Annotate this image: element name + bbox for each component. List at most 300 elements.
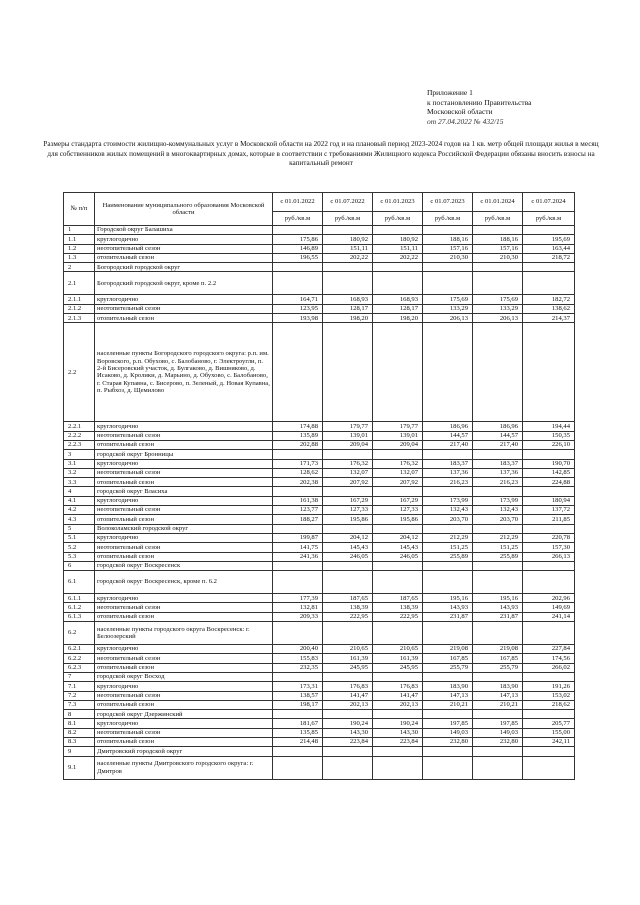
row-name: круглогодично [95,459,273,468]
row-number: 2.2.1 [64,422,95,431]
row-value [323,747,373,756]
table-row [64,700,575,709]
row-value [423,272,473,295]
row-value [323,524,373,533]
row-value [373,487,423,496]
row-value: 151,11 [323,244,373,253]
row-name: Богородский городской округ [95,263,273,272]
row-value: 190,24 [323,719,373,728]
appendix-line: к постановлению Правительства [427,97,532,107]
row-value: 161,39 [373,654,423,663]
row-name: Городской округ Балашиха [95,226,273,235]
row-value: 246,05 [373,552,423,561]
row-value: 150,35 [523,431,575,440]
row-value: 128,17 [373,304,423,313]
row-value: 182,72 [523,295,575,304]
row-value [473,323,523,422]
row-value: 202,96 [523,594,575,603]
row-value: 266,13 [523,552,575,561]
tariff-table [63,192,575,780]
row-name: неотопительный сезон [95,431,273,440]
row-value [323,561,373,570]
row-value: 210,65 [323,645,373,654]
row-name: круглогодично [95,533,273,542]
row-number: 1.1 [64,235,95,244]
row-value: 141,75 [273,543,323,552]
row-value: 187,65 [323,594,373,603]
row-name: неотопительный сезон [95,728,273,737]
row-value: 195,16 [473,594,523,603]
row-number: 6.1.1 [64,594,95,603]
row-name: неотопительный сезон [95,304,273,313]
row-name: круглогодично [95,682,273,691]
row-value: 176,32 [373,459,423,468]
row-value: 214,48 [273,737,323,746]
row-value: 179,77 [323,422,373,431]
row-value: 209,33 [273,612,323,621]
header-period: с 01.07.2022 [323,193,373,212]
row-value [273,710,323,719]
row-value: 202,13 [373,700,423,709]
row-value: 202,22 [373,253,423,262]
row-value [273,226,323,235]
row-value: 196,55 [273,253,323,262]
row-value: 174,56 [523,654,575,663]
table-row [64,459,575,468]
row-value: 180,92 [373,235,423,244]
table-row [64,691,575,700]
row-value [523,747,575,756]
row-value: 147,13 [473,691,523,700]
row-value: 167,85 [473,654,523,663]
row-value: 161,39 [323,654,373,663]
row-value: 177,39 [273,594,323,603]
row-value [423,263,473,272]
document-title: Размеры стандарта стоимости жилищно-коммунальных услуг в Московской области на 2022 год и на плановый период 2023-2024 годов на 1 кв. метр общей площади жилья в месяц для собственников жилых помещений в многоквартирных домах, которые в соответствии с требованиями Жилищного кодекса Российской Федерации обязаны вносить взносы на капитальный ремонт [43,140,599,168]
row-value: 241,36 [273,552,323,561]
header-period: с 01.07.2024 [523,193,575,212]
row-value: 226,10 [523,440,575,449]
row-value: 173,99 [473,496,523,505]
row-value: 161,38 [273,496,323,505]
row-value [273,747,323,756]
header-period: с 01.07.2023 [423,193,473,212]
row-number: 4.1 [64,496,95,505]
row-value [373,622,423,645]
row-value: 202,88 [273,440,323,449]
row-value [323,323,373,422]
row-value: 193,98 [273,314,323,323]
row-value [323,487,373,496]
row-value [323,226,373,235]
row-number: 6.2 [64,622,95,645]
row-value: 155,00 [523,728,575,737]
row-value [273,622,323,645]
row-value: 223,84 [373,737,423,746]
row-value [373,756,423,779]
row-value: 173,99 [423,496,473,505]
row-value: 132,07 [373,468,423,477]
row-value [373,561,423,570]
row-value [273,672,323,681]
row-value: 135,85 [273,728,323,737]
row-value: 195,69 [523,235,575,244]
row-value [473,561,523,570]
row-value: 164,71 [273,295,323,304]
row-name: населенные пункты Богородского городского округа: р.п. им. Воровского, р.п. Обухово, с. Балобаново, г. Электроугли, п. 2-й Бисеровский участок, д. Булгаково, д. Вишняково, д. Исаково, д. Кролики, д. Марьино, д. Обухово, с. Балобаново, г. Старая Купавна, с. Бисерово, п. Зеленый, д. Новая Купавна, п. Рыбхоз, д. Щемилово [95,323,273,422]
row-value [373,571,423,594]
row-value: 188,27 [273,515,323,524]
row-value: 180,92 [323,235,373,244]
row-value: 232,80 [423,737,473,746]
row-name: неотопительный сезон [95,244,273,253]
row-value: 173,31 [273,682,323,691]
row-value: 197,85 [473,719,523,728]
row-value: 203,70 [473,515,523,524]
row-value: 223,84 [323,737,373,746]
row-value: 179,77 [373,422,423,431]
table-row [64,440,575,449]
row-value: 242,11 [523,737,575,746]
row-value: 198,20 [323,314,373,323]
row-number: 4.3 [64,515,95,524]
row-value [473,672,523,681]
row-name: круглогодично [95,295,273,304]
header-unit: руб./кв.м [523,212,575,226]
row-value: 255,89 [473,552,523,561]
row-value: 167,29 [323,496,373,505]
row-number: 6 [64,561,95,570]
row-value [273,263,323,272]
row-value [523,622,575,645]
row-value: 141,47 [373,691,423,700]
row-value: 143,30 [373,728,423,737]
row-value [423,524,473,533]
row-name: неотопительный сезон [95,468,273,477]
row-name: отопительный сезон [95,663,273,672]
row-name: Богородский городской округ, кроме п. 2.2 [95,272,273,295]
row-value: 153,02 [523,691,575,700]
row-value: 186,96 [473,422,523,431]
row-value: 128,62 [273,468,323,477]
row-number: 6.1.2 [64,603,95,612]
row-value: 210,30 [423,253,473,262]
row-value: 190,70 [523,459,575,468]
row-name: отопительный сезон [95,737,273,746]
row-name: неотопительный сезон [95,654,273,663]
row-value [323,450,373,459]
table-row [64,682,575,691]
row-value: 219,08 [423,645,473,654]
row-name: населенные пункты Дмитровского городского округа: г. Дмитров [95,756,273,779]
row-value: 219,08 [473,645,523,654]
row-value: 183,90 [423,682,473,691]
row-name: городской округ Воскресенск, кроме п. 6.2 [95,571,273,594]
row-value: 183,37 [423,459,473,468]
row-value: 195,16 [423,594,473,603]
row-value [473,450,523,459]
row-name: круглогодично [95,645,273,654]
row-value: 183,37 [473,459,523,468]
row-value [423,450,473,459]
row-value: 190,24 [373,719,423,728]
row-number: 2.1 [64,272,95,295]
table-row [64,450,575,459]
row-number: 7 [64,672,95,681]
row-value: 204,12 [373,533,423,542]
row-name: отопительный сезон [95,700,273,709]
row-value: 217,40 [473,440,523,449]
row-value: 168,93 [323,295,373,304]
row-value: 174,88 [273,422,323,431]
row-number: 2.2.2 [64,431,95,440]
row-value: 187,65 [373,594,423,603]
row-value: 145,43 [323,543,373,552]
row-value: 167,85 [423,654,473,663]
appendix-date-number: от 27.04.2022 № 432/15 [427,116,504,126]
table-row [64,515,575,524]
row-value: 147,13 [423,691,473,700]
row-value: 132,81 [273,603,323,612]
row-value: 204,12 [323,533,373,542]
row-value: 138,39 [323,603,373,612]
row-value [373,272,423,295]
row-value [473,263,523,272]
row-value: 132,43 [473,506,523,515]
row-number: 2.1.2 [64,304,95,313]
table-row [64,263,575,272]
row-value: 209,04 [373,440,423,449]
row-value: 123,95 [273,304,323,313]
row-number: 8 [64,710,95,719]
row-name: круглогодично [95,235,273,244]
row-value: 212,29 [473,533,523,542]
row-value [523,323,575,422]
row-name: отопительный сезон [95,552,273,561]
row-value: 232,80 [473,737,523,746]
row-number: 5 [64,524,95,533]
row-value: 210,30 [473,253,523,262]
row-value: 157,30 [523,543,575,552]
row-value [373,226,423,235]
row-name: круглогодично [95,719,273,728]
row-name: городской округ Дзержинский [95,710,273,719]
row-value: 151,11 [373,244,423,253]
row-value: 186,96 [423,422,473,431]
row-value: 181,67 [273,719,323,728]
table-row [64,478,575,487]
row-value [273,450,323,459]
row-name: Дмитровский городской округ [95,747,273,756]
row-value [473,756,523,779]
row-value: 176,83 [323,682,373,691]
row-value: 206,13 [423,314,473,323]
row-value [323,710,373,719]
row-number: 2.2.3 [64,440,95,449]
row-number: 7.3 [64,700,95,709]
row-value: 202,22 [323,253,373,262]
row-value [423,756,473,779]
table-row [64,244,575,253]
row-value: 195,86 [323,515,373,524]
row-value [273,561,323,570]
row-name: городской округ Воскресенск [95,561,273,570]
row-value [373,710,423,719]
row-value [423,747,473,756]
row-value [273,323,323,422]
table-row [64,571,575,594]
row-number: 6.1.3 [64,612,95,621]
table-row [64,561,575,570]
row-value: 151,25 [473,543,523,552]
row-value: 207,92 [373,478,423,487]
row-value: 163,44 [523,244,575,253]
row-value: 127,33 [373,506,423,515]
row-value [373,263,423,272]
table-row [64,314,575,323]
row-name: отопительный сезон [95,253,273,262]
table-row [64,524,575,533]
row-value [323,622,373,645]
appendix-line: Приложение 1 [427,88,473,97]
row-value: 132,07 [323,468,373,477]
row-value: 255,79 [423,663,473,672]
row-value: 144,57 [423,431,473,440]
row-value [523,263,575,272]
row-number: 2.1.1 [64,295,95,304]
row-number: 8.3 [64,737,95,746]
row-value: 212,29 [423,533,473,542]
row-value: 143,93 [473,603,523,612]
header-unit: руб./кв.м [373,212,423,226]
row-value: 138,57 [273,691,323,700]
row-value: 137,72 [523,506,575,515]
row-value [323,672,373,681]
table-row [64,431,575,440]
row-value [323,272,373,295]
row-value [523,710,575,719]
row-value: 149,03 [423,728,473,737]
table-row [64,304,575,313]
row-value: 216,23 [423,478,473,487]
row-value: 210,21 [473,700,523,709]
row-value: 155,83 [273,654,323,663]
row-number: 9 [64,747,95,756]
table-row [64,235,575,244]
row-value: 157,16 [423,244,473,253]
row-number: 3.1 [64,459,95,468]
row-value: 133,29 [473,304,523,313]
appendix-line: Московской области [427,107,493,117]
row-number: 6.2.3 [64,663,95,672]
header-unit: руб./кв.м [273,212,323,226]
row-value: 176,32 [323,459,373,468]
row-value: 149,03 [473,728,523,737]
row-value [523,272,575,295]
row-value [323,571,373,594]
row-value: 145,43 [373,543,423,552]
table-row [64,422,575,431]
row-value: 211,85 [523,515,575,524]
row-value: 143,30 [323,728,373,737]
row-value: 241,14 [523,612,575,621]
row-value: 224,88 [523,478,575,487]
row-value: 217,40 [423,440,473,449]
row-value [323,756,373,779]
row-value: 151,25 [423,543,473,552]
row-value: 191,26 [523,682,575,691]
row-value: 142,85 [523,468,575,477]
row-value: 176,83 [373,682,423,691]
row-number: 3 [64,450,95,459]
table-row [64,672,575,681]
row-value: 139,01 [323,431,373,440]
row-value [273,756,323,779]
row-value: 255,89 [423,552,473,561]
table-row [64,487,575,496]
row-name: городской округ Восход [95,672,273,681]
row-value [373,672,423,681]
row-value: 210,65 [373,645,423,654]
row-name: отопительный сезон [95,440,273,449]
table-row [64,747,575,756]
row-value: 132,43 [423,506,473,515]
header-name: Наименование муниципального образования Московской области [95,193,273,226]
row-value [423,672,473,681]
row-value: 218,62 [523,700,575,709]
row-number: 9.1 [64,756,95,779]
row-number: 3.3 [64,478,95,487]
row-value: 214,37 [523,314,575,323]
row-value [473,487,523,496]
table-row [64,710,575,719]
table-row [64,728,575,737]
row-name: городской округ Власиха [95,487,273,496]
row-value [523,672,575,681]
row-name: неотопительный сезон [95,543,273,552]
table-row [64,468,575,477]
row-value [523,524,575,533]
row-value [423,561,473,570]
row-number: 5.1 [64,533,95,542]
row-name: неотопительный сезон [95,506,273,515]
table-row [64,253,575,262]
row-value: 175,86 [273,235,323,244]
row-value: 137,36 [473,468,523,477]
row-value [523,487,575,496]
row-value: 266,02 [523,663,575,672]
row-name: Волоколамский городской округ [95,524,273,533]
table-row [64,612,575,621]
row-number: 2 [64,263,95,272]
row-value: 245,95 [323,663,373,672]
row-value: 198,17 [273,700,323,709]
row-value: 167,29 [373,496,423,505]
row-name: круглогодично [95,496,273,505]
table-row [64,603,575,612]
row-value: 255,79 [473,663,523,672]
row-value: 198,20 [373,314,423,323]
row-value: 195,86 [373,515,423,524]
table-row [64,756,575,779]
row-value: 175,69 [423,295,473,304]
row-value [473,272,523,295]
row-number: 1 [64,226,95,235]
row-value: 138,62 [523,304,575,313]
header-unit: руб./кв.м [423,212,473,226]
row-value: 188,16 [423,235,473,244]
header-period: с 01.01.2024 [473,193,523,212]
